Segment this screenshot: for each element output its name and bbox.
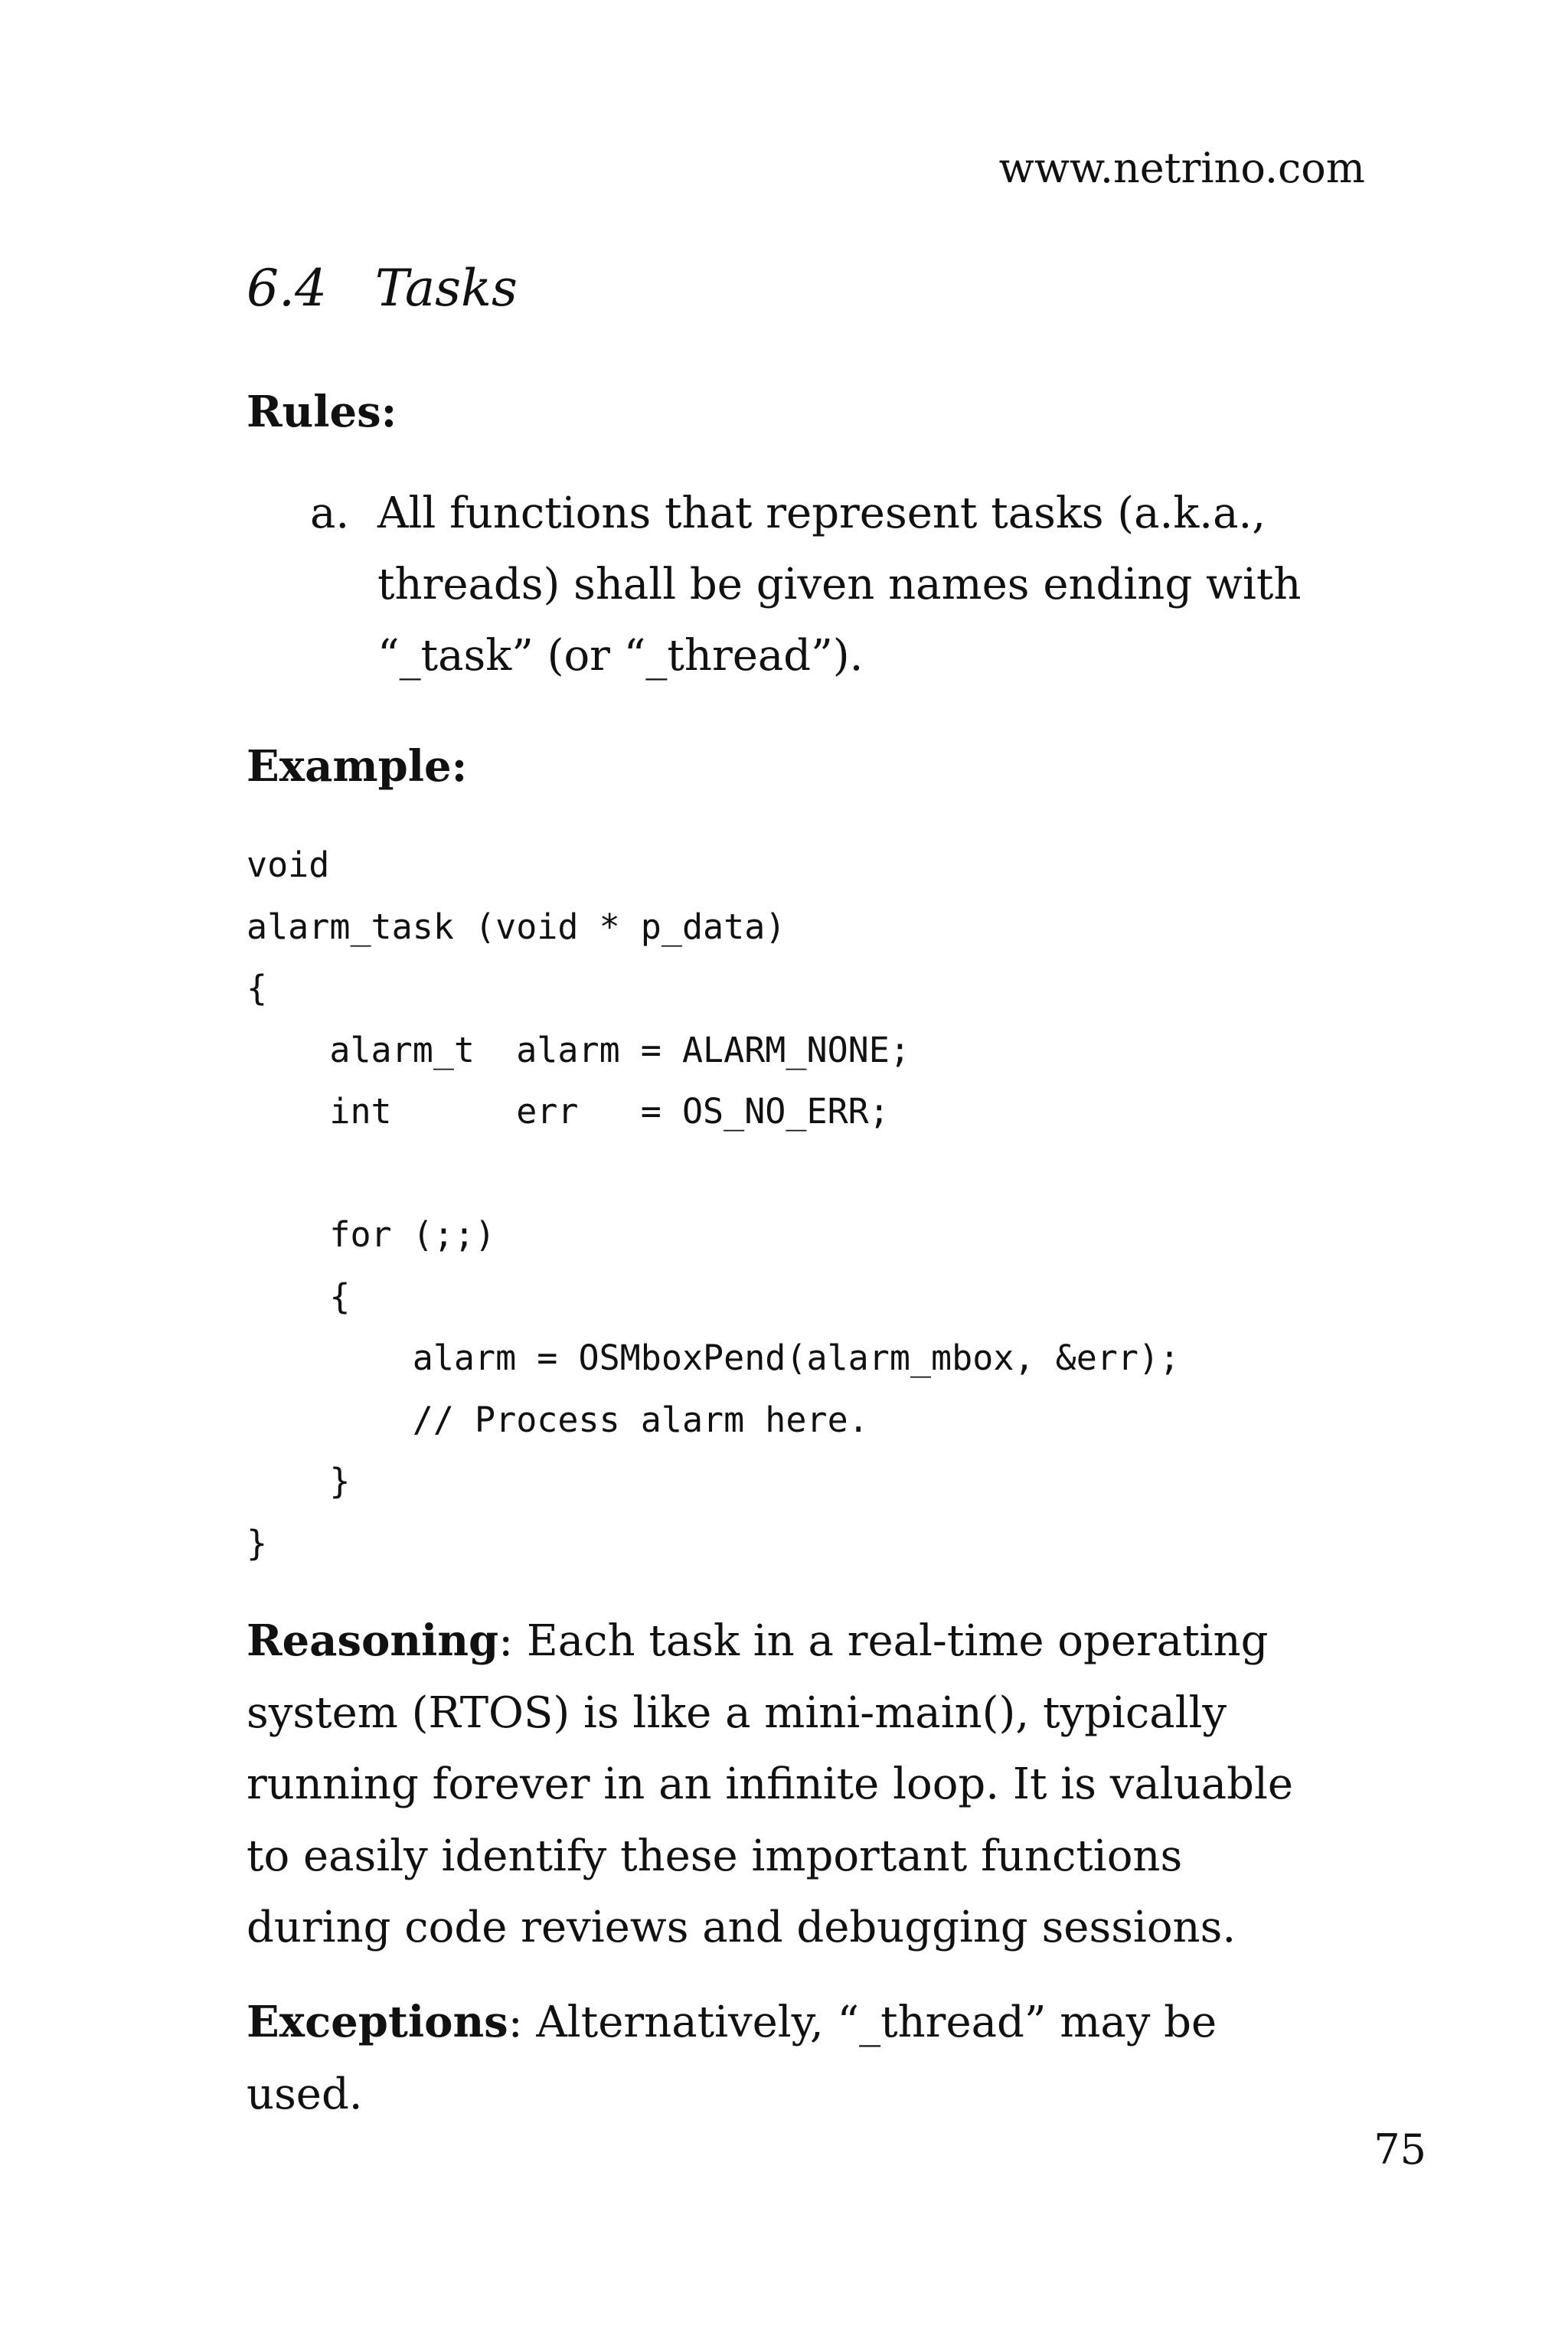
section-heading: [247, 259, 518, 318]
code-line: }: [247, 1522, 268, 1563]
header-url: www.netrino.com: [998, 144, 1365, 192]
code-line: alarm = OSMboxPend(alarm_mbox, &err);: [247, 1338, 1181, 1378]
rules-label: Rules:: [247, 387, 397, 437]
exceptions-paragraph: [247, 1987, 1334, 2130]
reasoning-paragraph: [247, 1606, 1334, 1964]
example-label: Example:: [247, 741, 468, 792]
rule-text: All functions that represent tasks (a.k.a., threads) shall be given names ending with “_task” (or “_thread”).: [377, 488, 1302, 681]
code-line: }: [247, 1461, 351, 1501]
section-number: 6.4: [247, 259, 327, 318]
code-line: alarm_t alarm = ALARM_NONE;: [247, 1029, 910, 1070]
code-line: {: [247, 1276, 351, 1317]
code-line: void: [247, 844, 330, 885]
reasoning-label: Reasoning: [247, 1615, 499, 1666]
exceptions-text: : Alternatively, “_thread” may be used.: [247, 1998, 1217, 2119]
code-line: int err = OS_NO_ERR;: [247, 1091, 890, 1132]
code-example: [247, 835, 1180, 1574]
section-title: Tasks: [374, 259, 518, 318]
rule-marker: a.: [310, 488, 350, 538]
code-line: {: [247, 968, 268, 1008]
code-line: for (;;): [247, 1214, 496, 1255]
code-line: [247, 1143, 1180, 1205]
code-line: alarm_task (void * p_data): [247, 906, 786, 947]
code-line: // Process alarm here.: [247, 1399, 869, 1440]
reasoning-text: : Each task in a real-time operating system (RTOS) is like a mini-main(), typically running forever in an infinite loop. It is valuable to easily identify these important functions during code reviews and debugging sessions.: [247, 1616, 1294, 1952]
exceptions-label: Exceptions: [247, 1997, 508, 2047]
rule-item: [310, 478, 1374, 691]
page-number: 75: [1374, 2125, 1426, 2174]
